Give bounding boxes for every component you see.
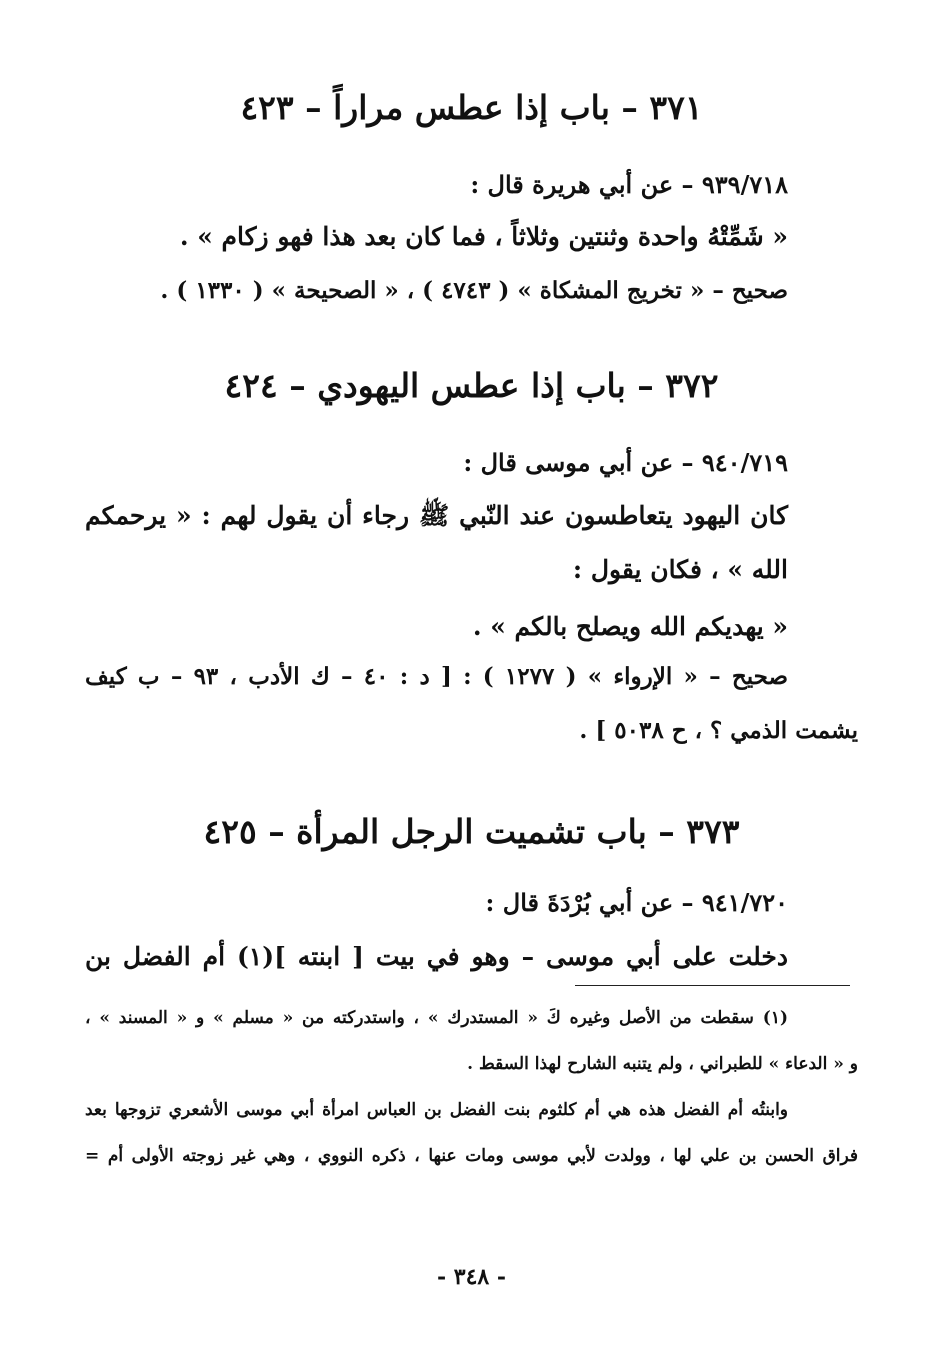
page-number: - ٣٤٨ - xyxy=(436,1264,507,1290)
grading-label: صحيح – xyxy=(712,277,788,304)
hadith-number-720: ٩٤١/٧٢٠ – عن أبي بُرْدَةَ قال : xyxy=(485,888,788,917)
footnote-1-line1: (١) سقطت من الأصل وغيره كَ « المستدرك » ، واستدركته من « مسلم » و « المسند » ، xyxy=(85,1008,788,1028)
footnote-note-line1: وابنتُه أم الفضل هذه هي أم كلثوم بنت الفضل بن العباس امرأة أبي موسى الأشعري تزوجها بعد xyxy=(85,1100,788,1120)
hadith-text-719-line3: « يهديكم الله ويصلح بالكم » . xyxy=(472,612,788,641)
chapter-heading-371: ٣٧١ – باب إذا عطس مراراً – ٤٢٣ xyxy=(240,88,703,127)
takhrij-text: « الإرواء » ( ١٢٧٧ ) : [ د : ٤٠ – ك الأدب ، ٩٣ – ب كيف xyxy=(85,663,698,690)
hadith-number-718: ٩٣٩/٧١٨ – عن أبي هريرة قال : xyxy=(470,170,788,199)
chapter-heading-373: ٣٧٣ – باب تشميت الرجل المرأة – ٤٢٥ xyxy=(203,812,740,851)
hadith-text-718: « شَمِّتْهُ واحدة وثنتين وثلاثاً ، فما كان بعد هذا فهو زكام » . xyxy=(179,222,788,251)
hadith-text-720-line1: دخلت على أبي موسى – وهو في بيت [ ابنته ](١) أم الفضل بن xyxy=(85,942,788,971)
takhrij-text: « تخريج المشكاة » ( ٤٧٤٣ ) ، « الصحيحة » ( ١٣٣٠ ) . xyxy=(160,277,705,304)
takhrij-719-line1 xyxy=(85,663,788,690)
footnote-1-line2: و « الدعاء » للطبراني ، ولم يتنبه الشارح لهذا السقط . xyxy=(467,1054,858,1074)
takhrij-718 xyxy=(160,277,788,304)
hadith-text-719-line2: الله » ، فكان يقول : xyxy=(572,555,788,584)
footnote-separator xyxy=(575,985,850,986)
footnote-note-line2: فراق الحسن بن علي لها ، وولدت لأبي موسى ومات عنها ، ذكره النووي ، وهي غير زوجته الأولى أم = xyxy=(85,1146,858,1166)
takhrij-719-line2: يشمت الذمي ؟ ، ح ٥٠٣٨ ] . xyxy=(579,717,858,744)
chapter-heading-372: ٣٧٢ – باب إذا عطس اليهودي – ٤٢٤ xyxy=(224,366,719,405)
hadith-text-719-line1: كان اليهود يتعاطسون عند النّبي ﷺ رجاء أن يقول لهم : « يرحمكم xyxy=(85,501,788,530)
grading-label: صحيح – xyxy=(709,663,789,690)
hadith-number-719: ٩٤٠/٧١٩ – عن أبي موسى قال : xyxy=(463,448,788,477)
